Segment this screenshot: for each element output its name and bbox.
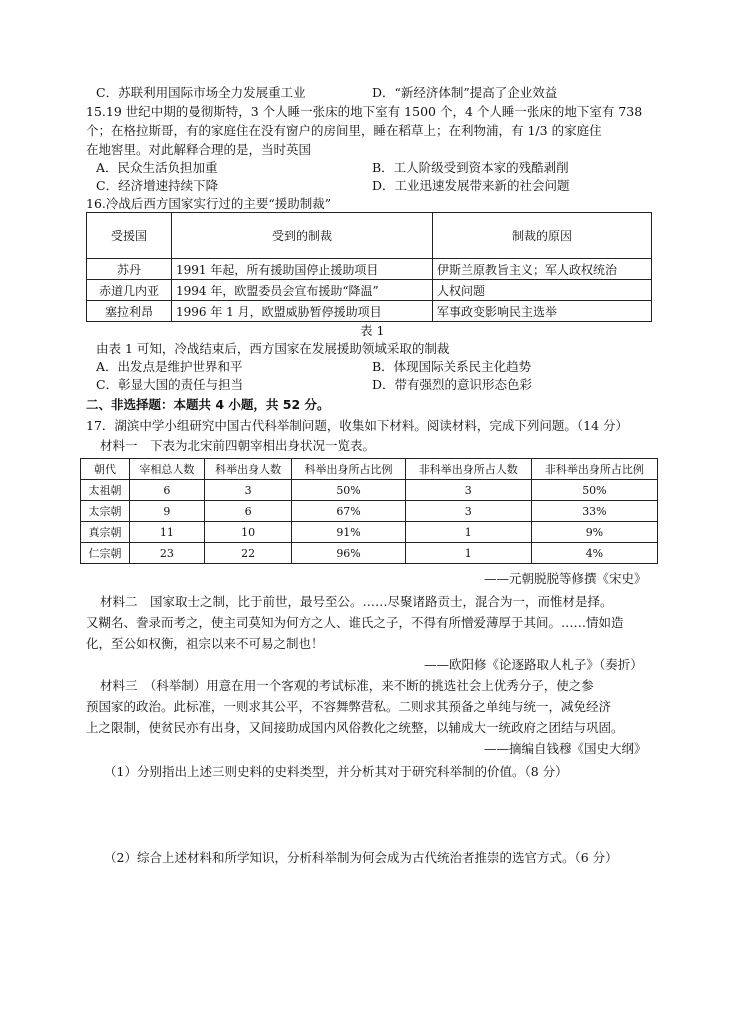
table-row [81,543,658,564]
q15-stem-line2: 个；在格拉斯哥，有的家庭住在没有窗户的房间里，睡在稻草上；在利物浦，有 1/3 的家庭住 [86,123,602,138]
q17-subquestion-2: （2）综合上述材料和所学知识，分析科举制为何会成为古代统治者推崇的选官方式。（6 分） [104,850,618,865]
q16-option-d: D．带有强烈的意识形态色彩 [372,377,533,392]
table-row [87,280,652,301]
table-cell: 1991 年起，所有援助国停止援助项目 [172,259,433,280]
table-cell: 1 [405,543,531,564]
table-cell: 1994 年，欧盟委员会宣布援助“降温” [172,280,433,301]
table-cell: 10 [204,522,292,543]
table-cell: 人权问题 [433,280,652,301]
material-2-line3: 化，至公如权衡，祖宗以来不可易之制也！ [86,636,324,651]
material-3-line2: 预国家的政治。此标准，一则求其公平，不容舞弊营私。二则求其预备之单纯与统一，减免经济 [86,699,612,714]
table-row [81,480,658,501]
aid-sanctions-table [86,212,652,322]
table-cell: 6 [204,501,292,522]
table-header-row [87,213,652,259]
q15-stem-line1: 15.19 世纪中期的曼彻斯特，3 个人睡一张床的地下室有 1500 个，4 个人睡一张床的地下室有 738 [86,104,643,119]
q15-option-a: A．民众生活负担加重 [96,160,218,175]
table-cell: 23 [130,543,205,564]
table-cell: 仁宗朝 [81,543,130,564]
table-row [81,501,658,522]
table-cell: 9 [130,501,205,522]
table-cell: 3 [405,480,531,501]
q15-option-d: D．工业迅速发展带来新的社会问题 [372,178,570,193]
table-cell: 太宗朝 [81,501,130,522]
header-cell: 宰相总人数 [130,459,205,480]
table-cell: 11 [130,522,205,543]
table-cell: 军事政变影响民主选举 [433,301,652,322]
table-row [87,259,652,280]
material-3-line3: 上之限制，使贫民亦有出身，又间接助成国内风俗教化之统整，以辅成大一统政府之团结与巩固。 [86,720,624,735]
table-cell: 3 [405,501,531,522]
song-chancellor-table [80,458,658,564]
material-3-source: ——摘编自钱穆《国史大纲》 [484,741,647,756]
header-cell: 非科举出身所占比例 [531,459,657,480]
q16-option-b: B．体现国际关系民主化趋势 [372,359,532,374]
table-cell: 33% [531,501,657,522]
table-header-row [81,459,658,480]
table-cell: 塞拉利昂 [87,301,172,322]
q15-option-b: B．工人阶级受到资本家的残酷剥削 [372,160,569,175]
table-cell: 50% [292,480,405,501]
table-caption: 表 1 [360,323,385,338]
table-cell: 22 [204,543,292,564]
material-3-line1: 材料三 （科举制）用意在用一个客观的考试标准，来不断的挑选社会上优秀分子，使之参 [100,678,594,693]
table-cell: 真宗朝 [81,522,130,543]
section-heading: 二、非选择题：本题共 4 小题，共 52 分。 [86,397,330,412]
table-cell: 50% [531,480,657,501]
q16-option-a: A．出发点是维护世界和平 [96,359,243,374]
table-row [87,301,652,322]
material-2-source: ——欧阳修《论逐路取人札子》（奏折） [424,657,643,672]
header-cell: 受到的制裁 [172,213,433,259]
table-cell: 太祖朝 [81,480,130,501]
header-cell: 非科举出身所占人数 [405,459,531,480]
q15-stem-line3: 在地窖里。对此解释合理的是，当时英国 [86,142,312,157]
table-cell: 伊斯兰原教旨主义；军人政权统治 [433,259,652,280]
material-1-source: ——元朝脱脱等修撰《宋史》 [484,571,647,586]
table-cell: 6 [130,480,205,501]
material-2-line1: 材料二 国家取士之制，比于前世，最号至公。……尽聚诸路贡士，混合为一，而惟材是择。 [100,594,613,609]
header-cell: 朝代 [81,459,130,480]
q14-option-c: C．苏联利用国际市场全力发展重工业 [96,85,306,100]
header-cell: 科举出身所占比例 [292,459,405,480]
header-cell: 受援国 [87,213,172,259]
header-cell: 科举出身人数 [204,459,292,480]
q16-stem: 16.冷战后西方国家实行过的主要“援助制裁” [86,196,332,211]
q16-question: 由表 1 可知，冷战结束后，西方国家在发展援助领域采取的制裁 [96,341,450,356]
q14-option-d: D．“新经济体制”提高了企业效益 [372,85,558,100]
material-1-intro: 材料一 下表为北宋前四朝宰相出身状况一览表。 [100,438,376,453]
table-cell: 96% [292,543,405,564]
table-cell: 4% [531,543,657,564]
material-2-line2: 又糊名、誊录而考之，使主司莫知为何方之人、谁氏之子，不得有所憎爱薄厚于其间。……情如造 [86,615,624,630]
q17-stem: 17．湖滨中学小组研究中国古代科举制问题，收集如下材料。阅读材料，完成下列问题。（14 分） [86,418,629,433]
table-cell: 苏丹 [87,259,172,280]
q16-option-c: C．彰显大国的责任与担当 [96,377,244,392]
table-cell: 91% [292,522,405,543]
table-cell: 67% [292,501,405,522]
q17-subquestion-1: （1）分别指出上述三则史料的史料类型，并分析其对于研究科举制的价值。（8 分） [104,764,568,779]
table-cell: 9% [531,522,657,543]
table-cell: 1 [405,522,531,543]
table-cell: 赤道几内亚 [87,280,172,301]
table-row [81,522,658,543]
table-cell: 3 [204,480,292,501]
table-cell: 1996 年 1 月，欧盟威胁暂停援助项目 [172,301,433,322]
header-cell: 制裁的原因 [433,213,652,259]
q15-option-c: C．经济增速持续下降 [96,178,219,193]
